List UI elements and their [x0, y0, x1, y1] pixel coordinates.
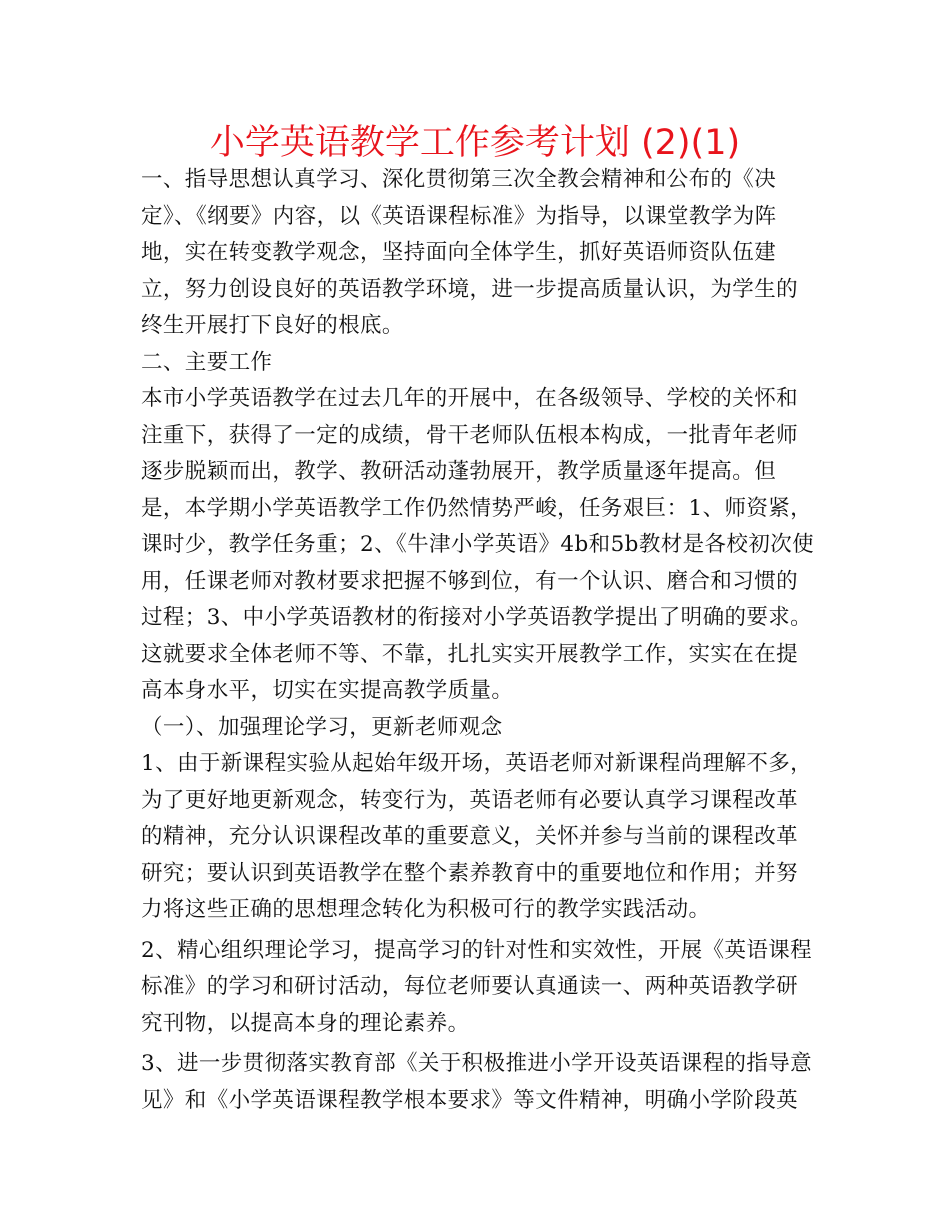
- paragraph-item-2: 2、精心组织理论学习，提高学习的针对性和实效性，开展《英语课程标准》的学习和研讨活动，每位老师要认真通读一、两种英语教学研究刊物，以提高本身的理论素养。: [141, 937, 813, 1036]
- heading-section-one: （一）、加强理论学习，更新老师观念: [141, 714, 503, 740]
- paragraph-item-1: 1、由于新课程实验从起始年级开场，英语老师对新课程尚理解不多，为了更好地更新观念，转变行为，英语老师有必要认真学习课程改革的精神，充分认识课程改革的重要意义，关怀并参与当前的课程改革研究；要认识到英语教学在整个素养教育中的重要地位和作用；并努力将这些正确的思想理念转化为积极可行的教学实践活动。: [141, 751, 813, 922]
- document-title: 小学英语教学工作参考计划 (2)(1): [209, 123, 741, 163]
- document-body: [141, 162, 816, 1119]
- paragraph-current-situation: 本市小学英语教学在过去几年的开展中，在各级领导、学校的关怀和注重下，获得了一定的成绩，骨干老师队伍根本构成，一批青年老师逐步脱颖而出，教学、教研活动蓬勃展开，教学质量逐年提高。但是，本学期小学英语教学工作仍然情势严峻，任务艰巨：1、师资紧，课时少，教学任务重；2、《牛津小学英语》4b和5b教材是各校初次使用，任课老师对教材要求把握不够到位，有一个认识、磨合和习惯的过程；3、中小学英语教材的衔接对小学英语教学提出了明确的要求。这就要求全体老师不等、不靠，扎扎实实开展教学工作，实实在在提高本身水平，切实在实提高教学质量。: [141, 386, 815, 703]
- paragraph-item-3: 3、进一步贯彻落实教育部《关于积极推进小学开设英语课程的指导意见》和《小学英语课程教学根本要求》等文件精神，明确小学阶段英: [141, 1051, 813, 1113]
- paragraph-guiding-ideology: 一、指导思想认真学习、深化贯彻第三次全教会精神和公布的《决定》、《纲要》内容，以《英语课程标准》为指导，以课堂教学为阵地，实在转变教学观念，坚持面向全体学生，抓好英语师资队伍建立，努力创设良好的英语教学环境，进一步提高质量认识，为学生的终生开展打下良好的根底。: [141, 167, 799, 338]
- heading-main-work: 二、主要工作: [141, 349, 273, 375]
